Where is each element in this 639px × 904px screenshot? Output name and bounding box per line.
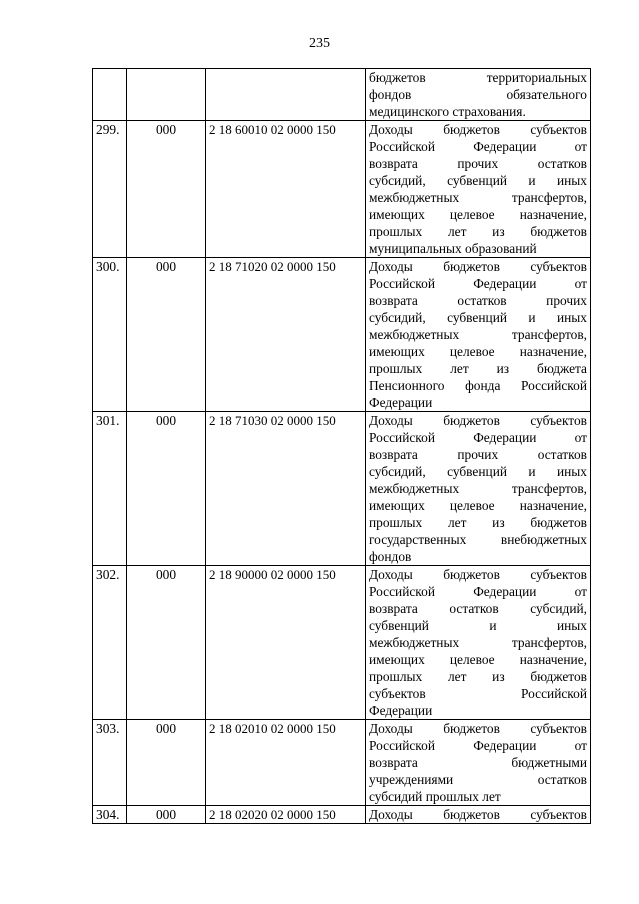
description-line: Доходы бюджетов субъектов <box>369 807 587 822</box>
description-line: возврата остатков субсидий, <box>369 601 587 616</box>
description-line: фондов <box>369 549 412 564</box>
description-line: имеющих целевое назначение, <box>369 207 587 222</box>
description-line: Российской Федерации от <box>369 430 587 445</box>
description-line: субсидий, субвенций и иных <box>369 310 587 325</box>
description-line: медицинского страхования. <box>369 104 526 119</box>
admin-code: 000 <box>127 566 206 720</box>
description-line: субсидий, субвенций и иных <box>369 464 587 479</box>
description-line: Доходы бюджетов субъектов <box>369 122 587 137</box>
description-line: Российской Федерации от <box>369 584 587 599</box>
description-line: возврата остатков прочих <box>369 293 587 308</box>
description-line: имеющих целевое назначение, <box>369 344 587 359</box>
table-row <box>93 121 591 258</box>
description-line: межбюджетных трансфертов, <box>369 190 587 205</box>
admin-code: 000 <box>127 121 206 258</box>
budget-classification-code: 2 18 60010 02 0000 150 <box>206 121 366 258</box>
revenue-description <box>366 69 591 121</box>
page-number: 235 <box>309 36 330 51</box>
revenue-description <box>366 412 591 566</box>
description-line: прошлых лет из бюджетов <box>369 669 587 684</box>
revenue-description <box>366 720 591 806</box>
description-line: имеющих целевое назначение, <box>369 652 587 667</box>
description-line: Российской Федерации от <box>369 139 587 154</box>
description-line: субвенций и иных <box>369 618 587 633</box>
description-line: Доходы бюджетов субъектов <box>369 721 587 736</box>
table-row <box>93 566 591 720</box>
budget-classification-code: 2 18 71030 02 0000 150 <box>206 412 366 566</box>
description-line: прошлых лет из бюджетов <box>369 224 587 239</box>
admin-code <box>127 69 206 121</box>
description-line: межбюджетных трансфертов, <box>369 635 587 650</box>
description-line: субсидий, субвенций и иных <box>369 173 587 188</box>
admin-code: 000 <box>127 720 206 806</box>
budget-classification-code: 2 18 71020 02 0000 150 <box>206 258 366 412</box>
admin-code: 000 <box>127 806 206 824</box>
table-row <box>93 806 591 824</box>
description-line: имеющих целевое назначение, <box>369 498 587 513</box>
revenue-description <box>366 258 591 412</box>
description-line: Федерации <box>369 395 433 410</box>
budget-classification-code: 2 18 02020 02 0000 150 <box>206 806 366 824</box>
description-line: фондов обязательного <box>369 87 587 102</box>
description-line: межбюджетных трансфертов, <box>369 481 587 496</box>
description-line: бюджетов территориальных <box>369 70 587 85</box>
table-row <box>93 69 591 121</box>
description-line: Доходы бюджетов субъектов <box>369 413 587 428</box>
description-line: межбюджетных трансфертов, <box>369 327 587 342</box>
admin-code: 000 <box>127 412 206 566</box>
description-line: учреждениями остатков <box>369 772 587 787</box>
budget-classification-code <box>206 69 366 121</box>
description-line: возврата прочих остатков <box>369 447 587 462</box>
row-number <box>93 69 127 121</box>
revenue-codes-table <box>92 68 591 824</box>
description-line: Доходы бюджетов субъектов <box>369 259 587 274</box>
table-row <box>93 258 591 412</box>
budget-classification-code: 2 18 90000 02 0000 150 <box>206 566 366 720</box>
description-line: прошлых лет из бюджета <box>369 361 587 376</box>
description-line: возврата прочих остатков <box>369 156 587 171</box>
description-line: государственных внебюджетных <box>369 532 587 547</box>
row-number: 303. <box>93 720 127 806</box>
admin-code: 000 <box>127 258 206 412</box>
table-row <box>93 720 591 806</box>
revenue-description <box>366 566 591 720</box>
description-line: прошлых лет из бюджетов <box>369 515 587 530</box>
description-line: Доходы бюджетов субъектов <box>369 567 587 582</box>
table-row <box>93 412 591 566</box>
row-number: 301. <box>93 412 127 566</box>
row-number: 302. <box>93 566 127 720</box>
budget-classification-code: 2 18 02010 02 0000 150 <box>206 720 366 806</box>
row-number: 304. <box>93 806 127 824</box>
description-line: Российской Федерации от <box>369 738 587 753</box>
description-line: Пенсионного фонда Российской <box>369 378 587 393</box>
revenue-description <box>366 121 591 258</box>
description-line: возврата бюджетными <box>369 755 587 770</box>
description-line: муниципальных образований <box>369 241 537 256</box>
row-number: 299. <box>93 121 127 258</box>
description-line: субъектов Российской <box>369 686 587 701</box>
row-number: 300. <box>93 258 127 412</box>
description-line: Российской Федерации от <box>369 276 587 291</box>
table-body <box>93 69 591 824</box>
description-line: Федерации <box>369 703 433 718</box>
description-line: субсидий прошлых лет <box>369 789 501 804</box>
revenue-description <box>366 806 591 824</box>
